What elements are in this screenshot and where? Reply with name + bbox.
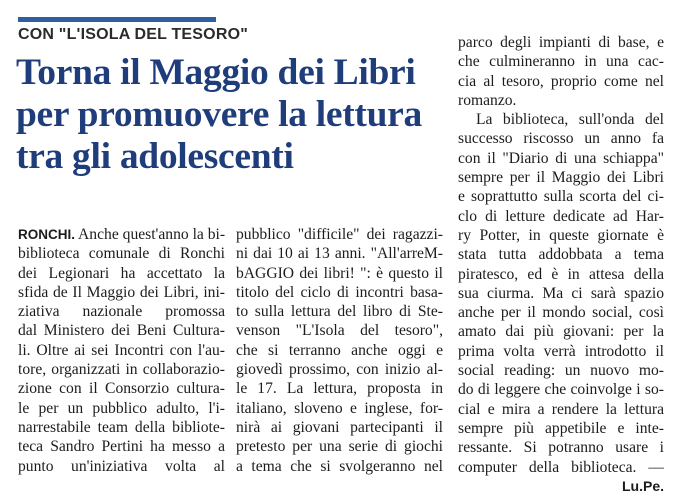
body-line: successo riscosso un anno fa: [458, 130, 664, 148]
body-line: cia al tesoro, proprio come nel: [458, 72, 664, 90]
body-line: tore, organizzati in collaborazio-: [18, 361, 225, 379]
body-line: giovedì prossimo, con inizio al-: [236, 361, 443, 379]
body-line: nirà ai giovani partecipanti il: [236, 418, 443, 436]
body-line: pretesto per una serie di giochi: [236, 438, 443, 456]
headline-line: Torna il Maggio dei Libri: [16, 52, 416, 93]
kicker: CON "L'ISOLA DEL TESORO": [18, 26, 249, 43]
body-line: venson "L'Isola del tesoro",: [236, 322, 443, 340]
body-line: do di leggere che coinvolge i so-: [458, 381, 664, 399]
body-line: zione con il Consorzio cultura-: [18, 380, 225, 398]
body-line: le 17. La lettura, proposta in: [236, 380, 443, 398]
headline: [16, 52, 456, 178]
body-line: sempre più appetibile e inte-: [458, 419, 664, 437]
body-line: ziativa nazionale promossa: [18, 303, 225, 321]
body-line: bAGGIO dei libri! ": è questo il: [236, 264, 443, 282]
body-line: computer della biblioteca. —: [458, 458, 664, 476]
body-line: punto un'iniziativa volta al: [18, 457, 225, 475]
body-line: ressante. Si potranno usare i: [458, 439, 664, 457]
body-line: che culmineranno in una cac-: [458, 53, 664, 71]
headline-line: per promuovere la lettura: [16, 94, 422, 135]
article-column-1: [18, 225, 225, 476]
kicker-accent-bar: [18, 17, 216, 22]
body-line: social reading: un nuovo mo-: [458, 362, 664, 380]
author-signature: Lu.Pe.: [621, 477, 664, 494]
body-line: clo di letture dedicate ad Har-: [458, 207, 664, 225]
body-line: stata tutta addobbata a tema: [458, 246, 664, 264]
body-line: biblioteca comunale di Ronchi: [18, 245, 225, 263]
body-line: li. Oltre ai sei Incontri con l'au-: [18, 341, 225, 359]
body-line: piratesco, ed è in attesa della: [458, 265, 664, 283]
body-line: [18, 225, 225, 244]
body-line: ni dai 10 ai 13 anni. "All'arreM-: [236, 245, 443, 263]
body-line: che si terranno anche oggi e: [236, 341, 443, 359]
body-line: sfida de Il Maggio dei Libri, ini-: [18, 283, 225, 301]
body-line: sua ciurma. Ma ci sarà spazio: [458, 284, 664, 302]
body-line: italiano, sloveno e inglese, for-: [236, 399, 443, 417]
body-line: con il "Diario di una schiappa": [458, 149, 664, 167]
body-line: dal Ministero dei Beni Cultura-: [18, 322, 225, 340]
body-line: parco degli impianti di base, e: [458, 34, 664, 51]
headline-line: tra gli adolescenti: [16, 136, 294, 177]
article-column-2: [236, 225, 443, 476]
body-line: dei Legionari ha accettato la: [18, 264, 225, 282]
article-column-3: [458, 33, 664, 496]
body-line: teca Sandro Pertini ha messo a: [18, 438, 225, 456]
body-line: to sulla lettura del libro di Ste-: [236, 303, 443, 321]
body-line: amato dai più giovani: per la: [458, 323, 664, 341]
body-line: pubblico "difficile" dei ragazzi-: [236, 226, 443, 243]
body-line: le per un pubblico adulto, l'i-: [18, 399, 225, 417]
body-line: titolo del ciclo di incontri basa-: [236, 283, 443, 301]
body-line: a tema che si svolgeranno nel: [236, 457, 443, 475]
body-line: e soprattutto sulla scorta del ci-: [458, 188, 664, 206]
body-line: narrestabile team della bibliote-: [18, 418, 225, 436]
dateline: RONCHI.: [18, 227, 75, 242]
body-line: romanzo.: [458, 91, 517, 109]
body-line-text: Anche quest'anno la bi-: [78, 226, 225, 243]
body-line: La biblioteca, sull'onda del: [476, 111, 664, 129]
body-line: prima volta verrà introdotto il: [458, 342, 664, 360]
body-line: sempre per il Maggio dei Libri: [458, 169, 664, 187]
body-line: ry Potter, in queste giornate è: [458, 226, 664, 244]
body-line: cial e mira a rendere la lettura: [458, 400, 664, 418]
body-line: anche per il mondo social, così: [458, 304, 664, 322]
